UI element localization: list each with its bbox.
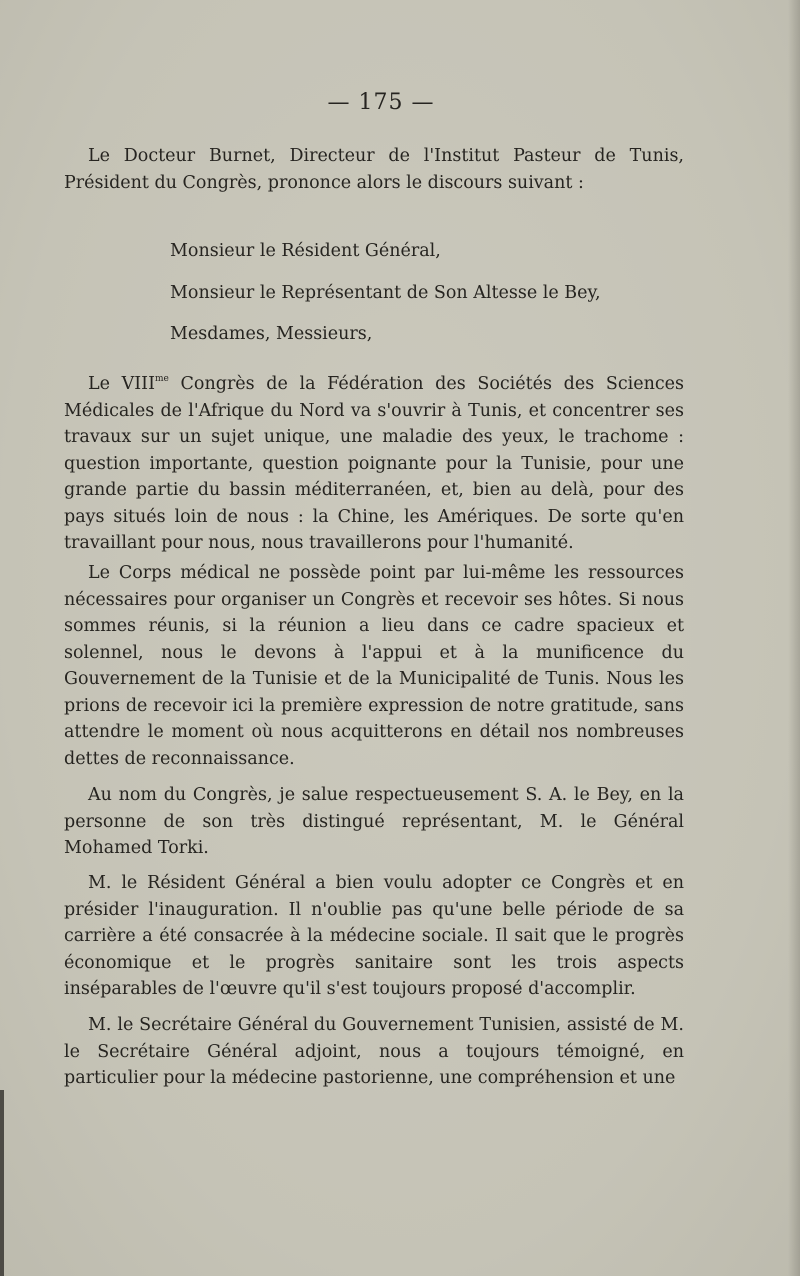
paragraph-congress-body: Congrès de la Fédération des Sociétés des Sciences Médicales de l'Afrique du Nord va s'ouvrir à Tunis, et concentrer ses travaux sur un sujet unique, une maladie des yeux, le trachome : question importante, question poignante pour la Tunisie, pour une grande partie du bassin méditerranéen, et, bien au delà, pour des pays situés loin de nous : la Chine, les Amériques. De sorte qu'en travaillant pour nous, nous travaillerons pour l'humanité. [64,374,684,553]
paragraph-secretary-text: M. le Secrétaire Général du Gouvernement Tunisien, assisté de M. le Secrétaire Général adjoint, nous a toujours témoigné, en particulier pour la médecine pastorienne, une compréhension et une [64,1015,684,1088]
paragraph-gratitude-text: Le Corps médical ne possède point par lui-même les ressources nécessaires pour organiser un Congrès et recevoir ses hôtes. Si nous sommes réunis, si la réunion a lieu dans ce cadre spacieux et solennel, nous le devons à l'appui et à la munificence du Gouvernement de la Tunisie et de la Municipalité de Tunis. Nous les prions de recevoir ici la première expression de notre gratitude, sans attendre le moment où nous acquitterons en détail nos nombreuses dettes de reconnaissance. [64,563,684,769]
intro-text: Le Docteur Burnet, Directeur de l'Institut Pasteur de Tunis, Président du Congrès, prononce alors le discours suivant : [64,146,684,193]
congress-number-superscript: me [155,374,169,384]
paragraph-secretary [64,1012,684,1092]
binding-edge [0,1090,4,1276]
paragraph-bey [64,782,684,862]
paragraph-resident [64,870,684,1003]
page-edge-shadow [788,0,800,1276]
page-number: — 175 — [327,90,435,115]
paragraph-bey-text: Au nom du Congrès, je salue respectueusement S. A. le Bey, en la personne de son très distingué représentant, M. le Général Mohamed Torki. [64,785,684,858]
paragraph-gratitude [64,560,684,772]
congress-number: Le VIII [88,374,156,394]
intro-paragraph [64,143,684,196]
salutation-representative: Monsieur le Représentant de Son Altesse le Bey, [170,283,601,303]
paragraph-congress-text [64,371,684,557]
salutation-resident: Monsieur le Résident Général, [170,241,441,261]
paragraph-resident-text: M. le Résident Général a bien voulu adopter ce Congrès et en présider l'inauguration. Il n'oublie pas qu'une belle période de sa carrière a été consacrée à la médecine sociale. Il sait que le progrès économique et le progrès sanitaire sont les trois aspects inséparables de l'œuvre qu'il s'est toujours proposé d'accomplir. [64,873,684,999]
salutation-audience: Mesdames, Messieurs, [170,324,373,344]
paragraph-congress [64,371,684,557]
